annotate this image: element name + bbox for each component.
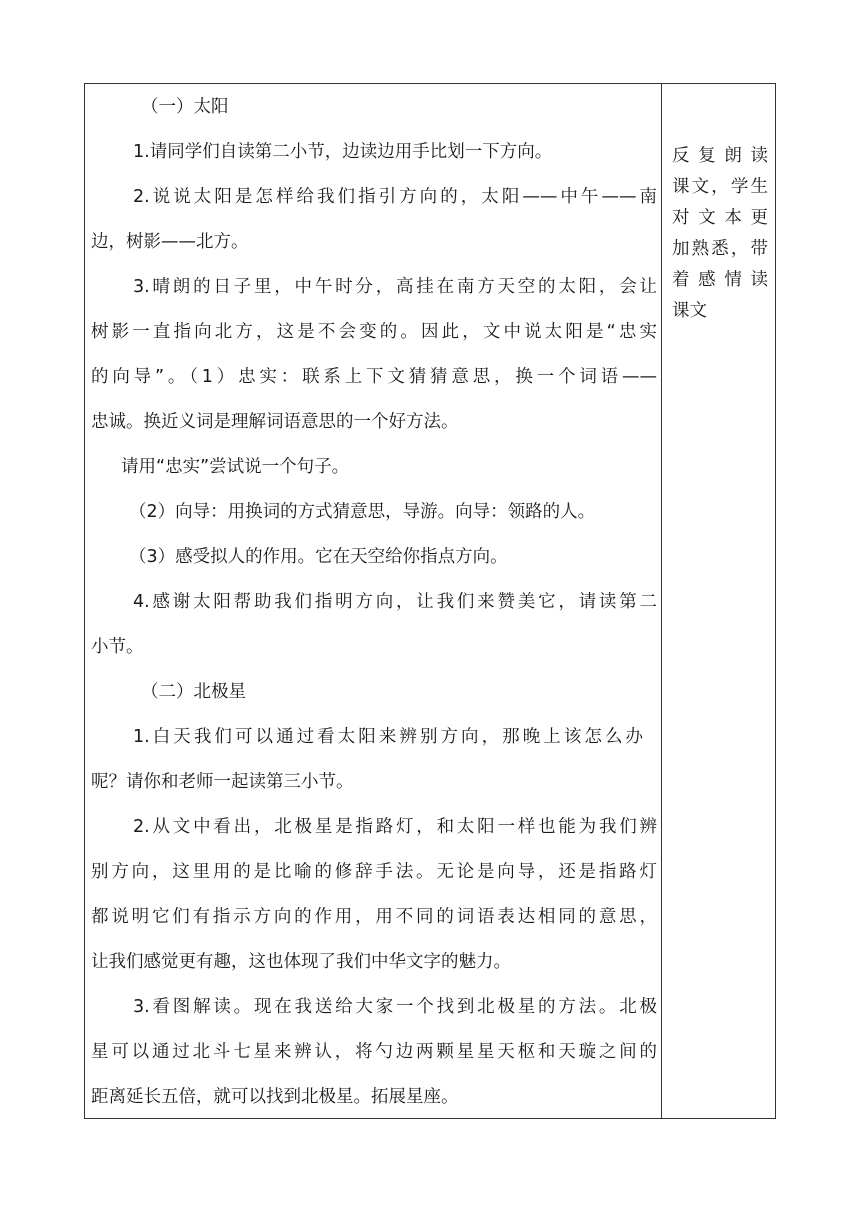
side-note-line: 反复朗读 [672, 146, 768, 166]
paragraph-line: 星可以通过北斗七星来辨认，将勺边两颗星星天枢和天璇之间的 [91, 1042, 657, 1062]
paragraph-line: 树影一直指向北方，这是不会变的。因此，文中说太阳是“忠实 [91, 322, 657, 342]
side-note-line: 着感情读 [672, 270, 768, 290]
paragraph-line: 1.白天我们可以通过看太阳来辨别方向，那晚上该怎么办 [133, 727, 643, 747]
paragraph-line: 边，树影——北方。 [91, 232, 249, 252]
paragraph-line: 2.从文中看出，北极星是指路灯，和太阳一样也能为我们辨 [133, 817, 657, 837]
section-heading-sun: （一）太阳 [141, 97, 229, 117]
paragraph-line: 都说明它们有指示方向的作用，用不同的词语表达相同的意思， [91, 907, 657, 927]
paragraph-line: 呢？请你和老师一起读第三小节。 [91, 772, 354, 792]
side-note-line: 课文 [672, 301, 707, 321]
paragraph-line: 忠诚。换近义词是理解词语意思的一个好方法。 [91, 412, 459, 432]
paragraph-line: 请用“忠实”尝试说一个句子。 [121, 457, 350, 477]
side-note-line: 加熟悉，带 [672, 239, 768, 259]
paragraph-line: 1.请同学们自读第二小节，边读边用手比划一下方向。 [133, 142, 553, 162]
design-intent-cell [662, 84, 776, 1118]
teaching-content-cell [85, 84, 661, 1118]
paragraph-line: 2.说说太阳是怎样给我们指引方向的，太阳——中午——南 [133, 187, 657, 207]
paragraph-line: 的向导”。（1）忠实：联系上下文猜猜意思，换一个词语—— [91, 367, 657, 387]
paragraph-line: 别方向，这里用的是比喻的修辞手法。无论是向导，还是指路灯 [91, 862, 657, 882]
side-note-line: 课文，学生 [672, 177, 768, 197]
side-note-line: 对文本更 [672, 208, 768, 228]
paragraph-line: 4.感谢太阳帮助我们指明方向，让我们来赞美它，请读第二 [133, 592, 657, 612]
paragraph-line: 小节。 [91, 637, 144, 657]
lesson-table [84, 83, 776, 1119]
section-heading-north-star: （二）北极星 [141, 682, 246, 702]
paragraph-line: 距离延长五倍，就可以找到北极星。拓展星座。 [91, 1087, 459, 1107]
paragraph-line: （3）感受拟人的作用。它在天空给你指点方向。 [129, 547, 508, 567]
paragraph-line: （2）向导：用换词的方式猜意思，导游。向导：领路的人。 [129, 502, 596, 522]
paragraph-line: 让我们感觉更有趣，这也体现了我们中华文字的魅力。 [91, 952, 511, 972]
paragraph-line: 3.看图解读。现在我送给大家一个找到北极星的方法。北极 [133, 997, 657, 1017]
paragraph-line: 3.晴朗的日子里，中午时分，高挂在南方天空的太阳，会让 [133, 277, 657, 297]
